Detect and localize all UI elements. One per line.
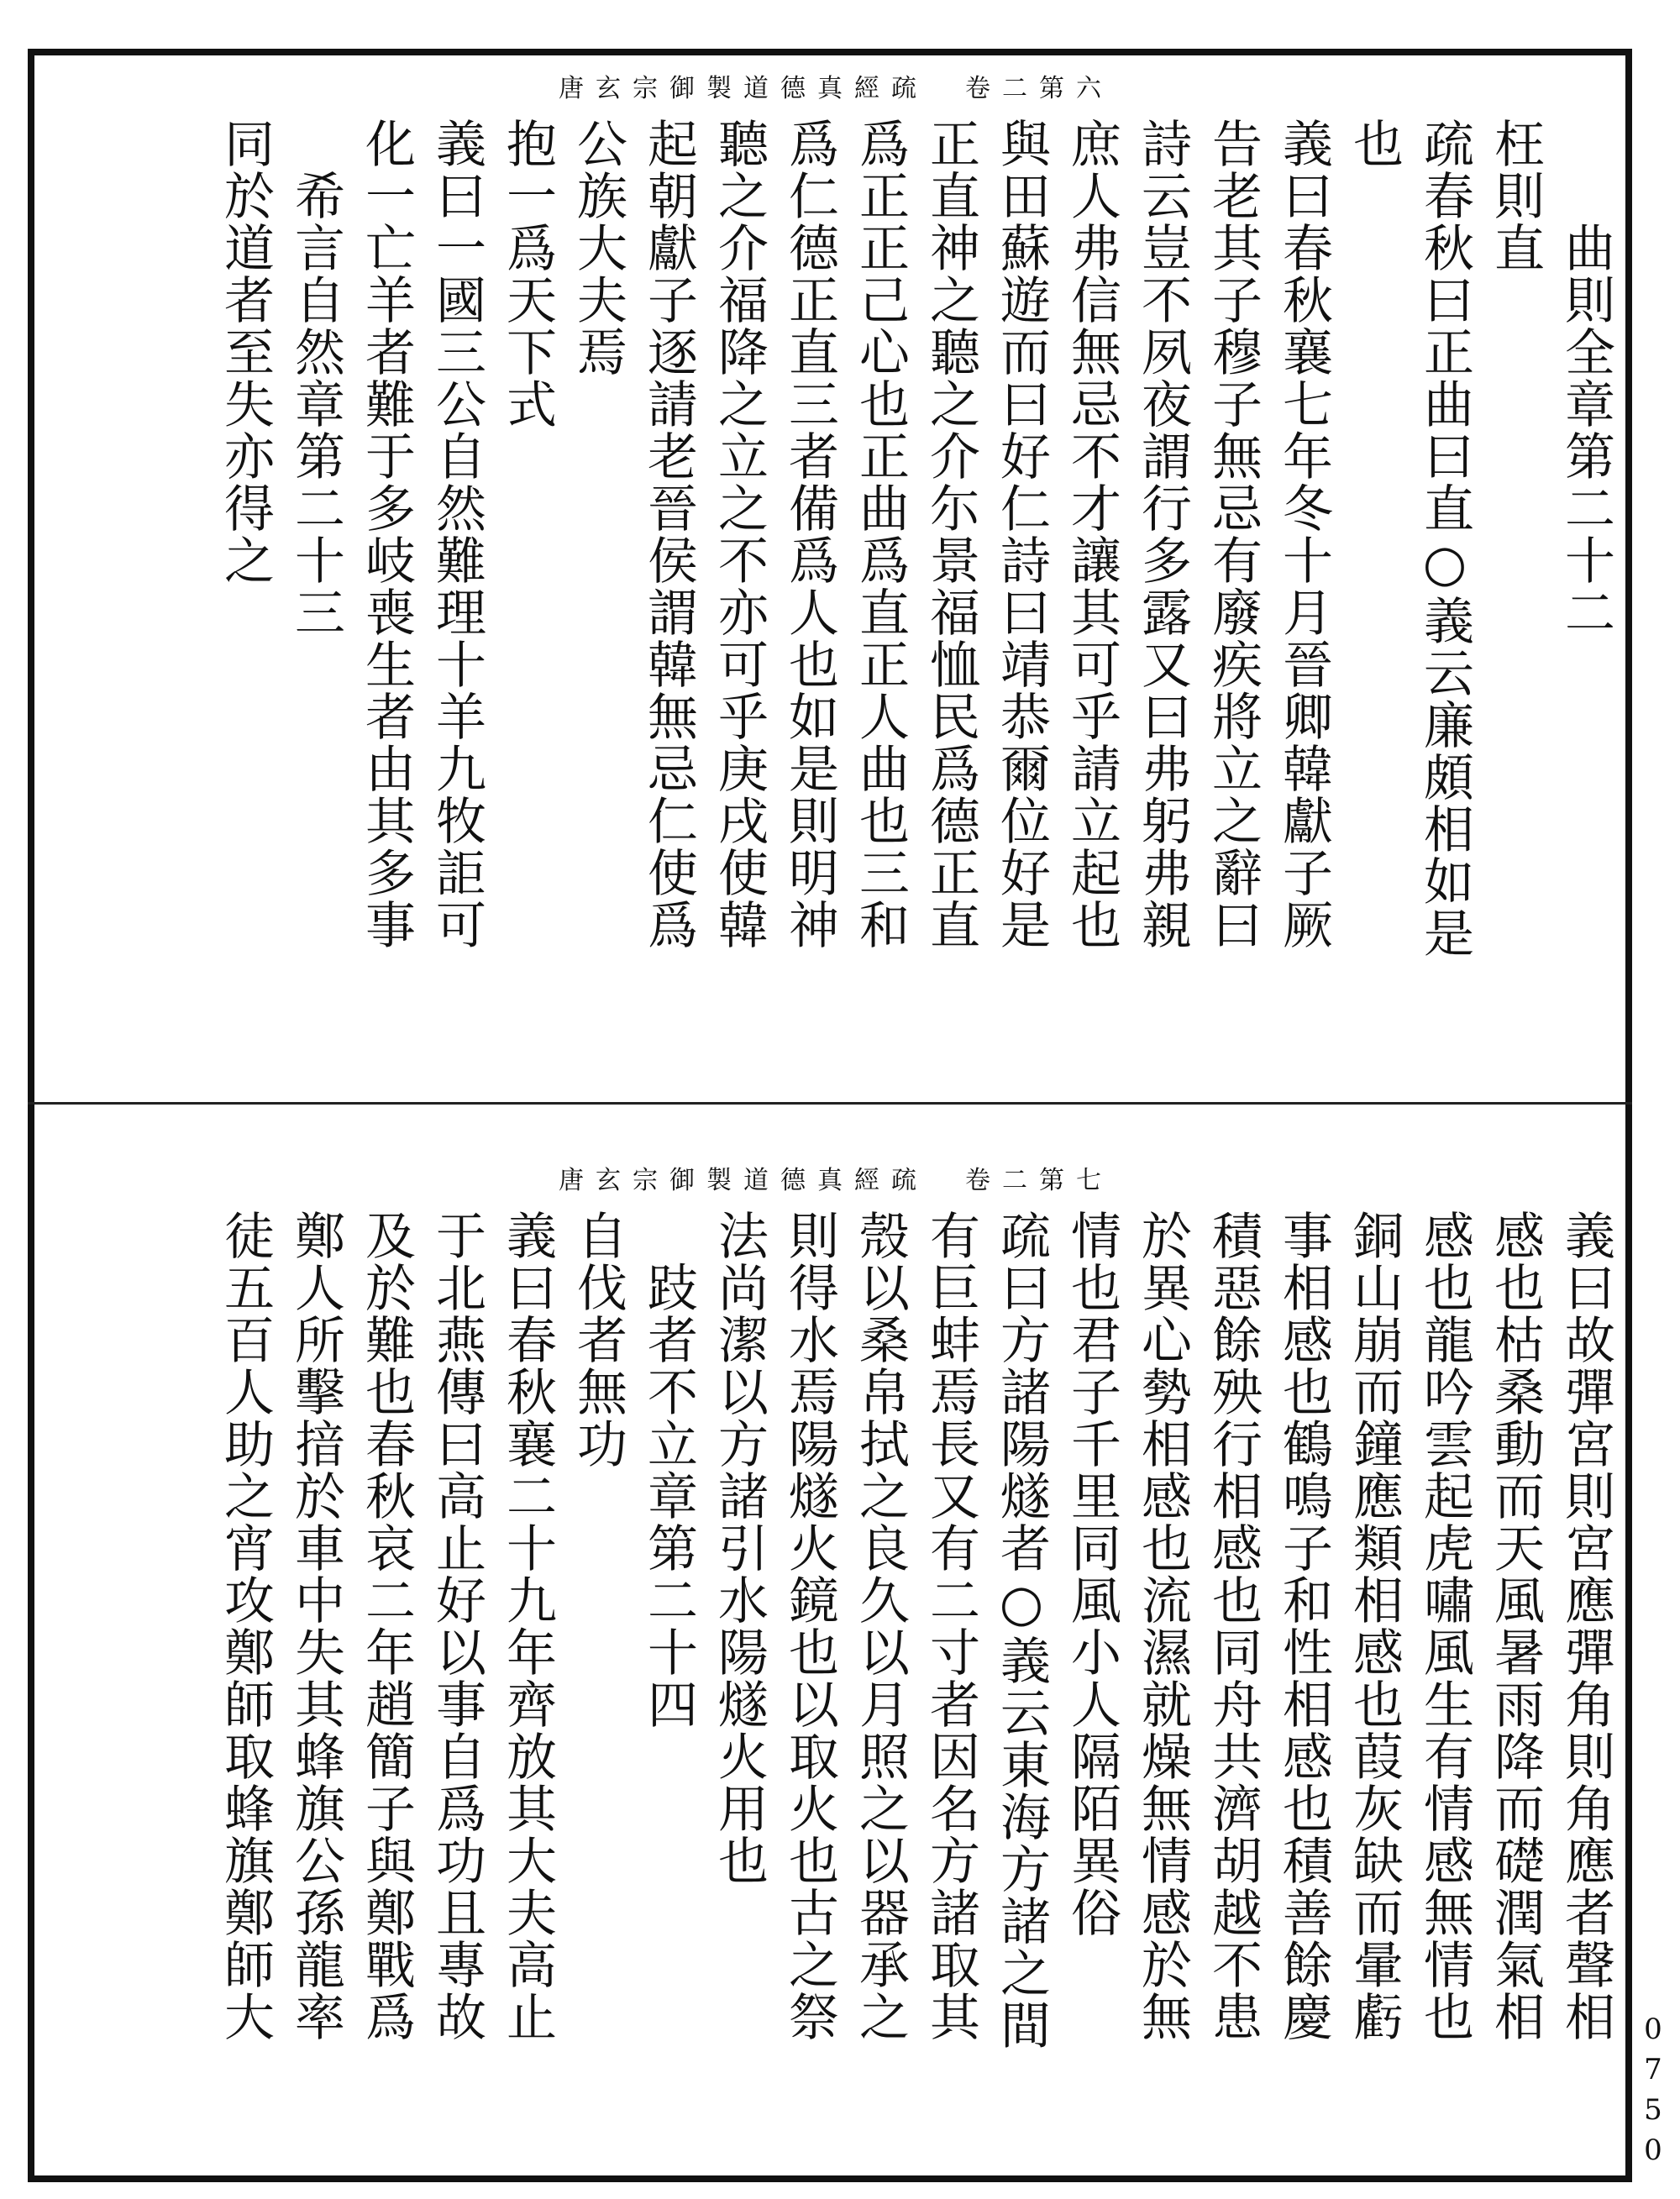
text-column: 法尚潔以方諸引水陽燧火用也 <box>710 1210 769 1887</box>
text-column: 起朝獻子逐請老晉侯謂韓無忌仁使爲 <box>639 118 698 951</box>
page-number: 0750 <box>1636 2013 1670 2174</box>
text-column: 殼以桑帛拭之良久以月照之以器承之 <box>851 1210 910 2043</box>
text-column: 銅山崩而鐘應類相感也葭灰缺而暈虧 <box>1345 1210 1404 2043</box>
text-column: 徒五百人助之宵攻鄭師取蜂旗鄭師大 <box>216 1210 275 2043</box>
text-column: 積惡餘殃行相感也同舟共濟胡越不患 <box>1204 1210 1263 2043</box>
text-column: 正直神之聽之介尓景福恤民爲德正直 <box>921 118 980 951</box>
text-column: 於異心勢相感也流濕就燥無情感於無 <box>1133 1210 1192 2043</box>
text-column: 同於道者至失亦得之 <box>216 118 275 586</box>
text-column: 曲則全章第二十二 <box>1557 222 1615 638</box>
text-column: 事相感也鶴鳴子和性相感也積善餘慶 <box>1274 1210 1333 2043</box>
text-column: 與田蘇遊而曰好仁詩曰靖恭爾位好是 <box>992 118 1051 951</box>
text-column: 鄭人所擊揞於車中失其蜂旗公孫龍率 <box>286 1210 345 2043</box>
text-column: 庶人弗信無忌不才讓其可乎請立起也 <box>1063 118 1121 951</box>
bottom-text-columns <box>50 1210 1621 2163</box>
text-column: 枉則直 <box>1486 118 1545 274</box>
text-column: 也 <box>1345 118 1404 170</box>
panel-divider <box>28 1102 1632 1105</box>
text-column: 有巨蚌焉長又有二寸者因名方諸取其 <box>921 1210 980 2043</box>
text-column: 義曰故彈宮則宮應彈角則角應者聲相 <box>1557 1210 1615 2043</box>
text-column: 公族大夫焉 <box>569 118 627 378</box>
text-column: 及於難也春秋哀二年趙簡子與鄭戰爲 <box>357 1210 416 2043</box>
bottom-panel <box>50 1166 1621 2163</box>
top-text-columns <box>50 118 1621 1092</box>
text-column: 抱一爲天下式 <box>498 118 557 430</box>
text-column: 跂者不立章第二十四 <box>639 1262 698 1730</box>
text-column: 于北燕傳曰高止好以事自爲功且專故 <box>428 1210 486 2043</box>
text-column: 爲正正己心也正曲爲直正人曲也三和 <box>851 118 910 951</box>
text-column: 化一亡羊者難于多岐喪生者由其多事 <box>357 118 416 951</box>
text-column: 情也君子千里同風小人隔陌異俗 <box>1063 1210 1121 1939</box>
top-panel <box>50 74 1621 1092</box>
text-column: 義曰一國三公自然難理十羊九牧詎可 <box>428 118 486 951</box>
text-column: 感也龍吟雲起虎嘯風生有情感無情也 <box>1415 1210 1474 2043</box>
text-column: 疏曰方諸陽燧者○義云東海方諸之間 <box>992 1210 1051 2051</box>
text-column: 詩云豈不夙夜謂行多露又曰弗躬弗親 <box>1133 118 1192 951</box>
text-column: 自伐者無功 <box>569 1210 627 1470</box>
text-column: 希言自然章第二十三 <box>286 170 345 638</box>
top-running-header: 唐玄宗御製道德真經疏 卷二第六 <box>559 74 1113 103</box>
text-column: 爲仁德正直三者備爲人也如是則明神 <box>780 118 839 951</box>
text-column: 義曰春秋襄二十九年齊放其大夫高止 <box>498 1210 557 2043</box>
text-column: 告老其子穆子無忌有廢疾將立之辭曰 <box>1204 118 1263 951</box>
text-column: 感也枯桑動而天風暑雨降而礎潤氣相 <box>1486 1210 1545 2043</box>
text-column: 聽之介福降之立之不亦可乎庚戌使韓 <box>710 118 769 951</box>
text-column: 疏春秋曰正曲曰直○義云廉頗相如是 <box>1415 118 1474 959</box>
text-column: 則得水焉陽燧火鏡也以取火也古之祭 <box>780 1210 839 2043</box>
text-column: 義曰春秋襄七年冬十月晉卿韓獻子厥 <box>1274 118 1333 951</box>
bottom-running-header: 唐玄宗御製道德真經疏 卷二第七 <box>559 1166 1113 1195</box>
